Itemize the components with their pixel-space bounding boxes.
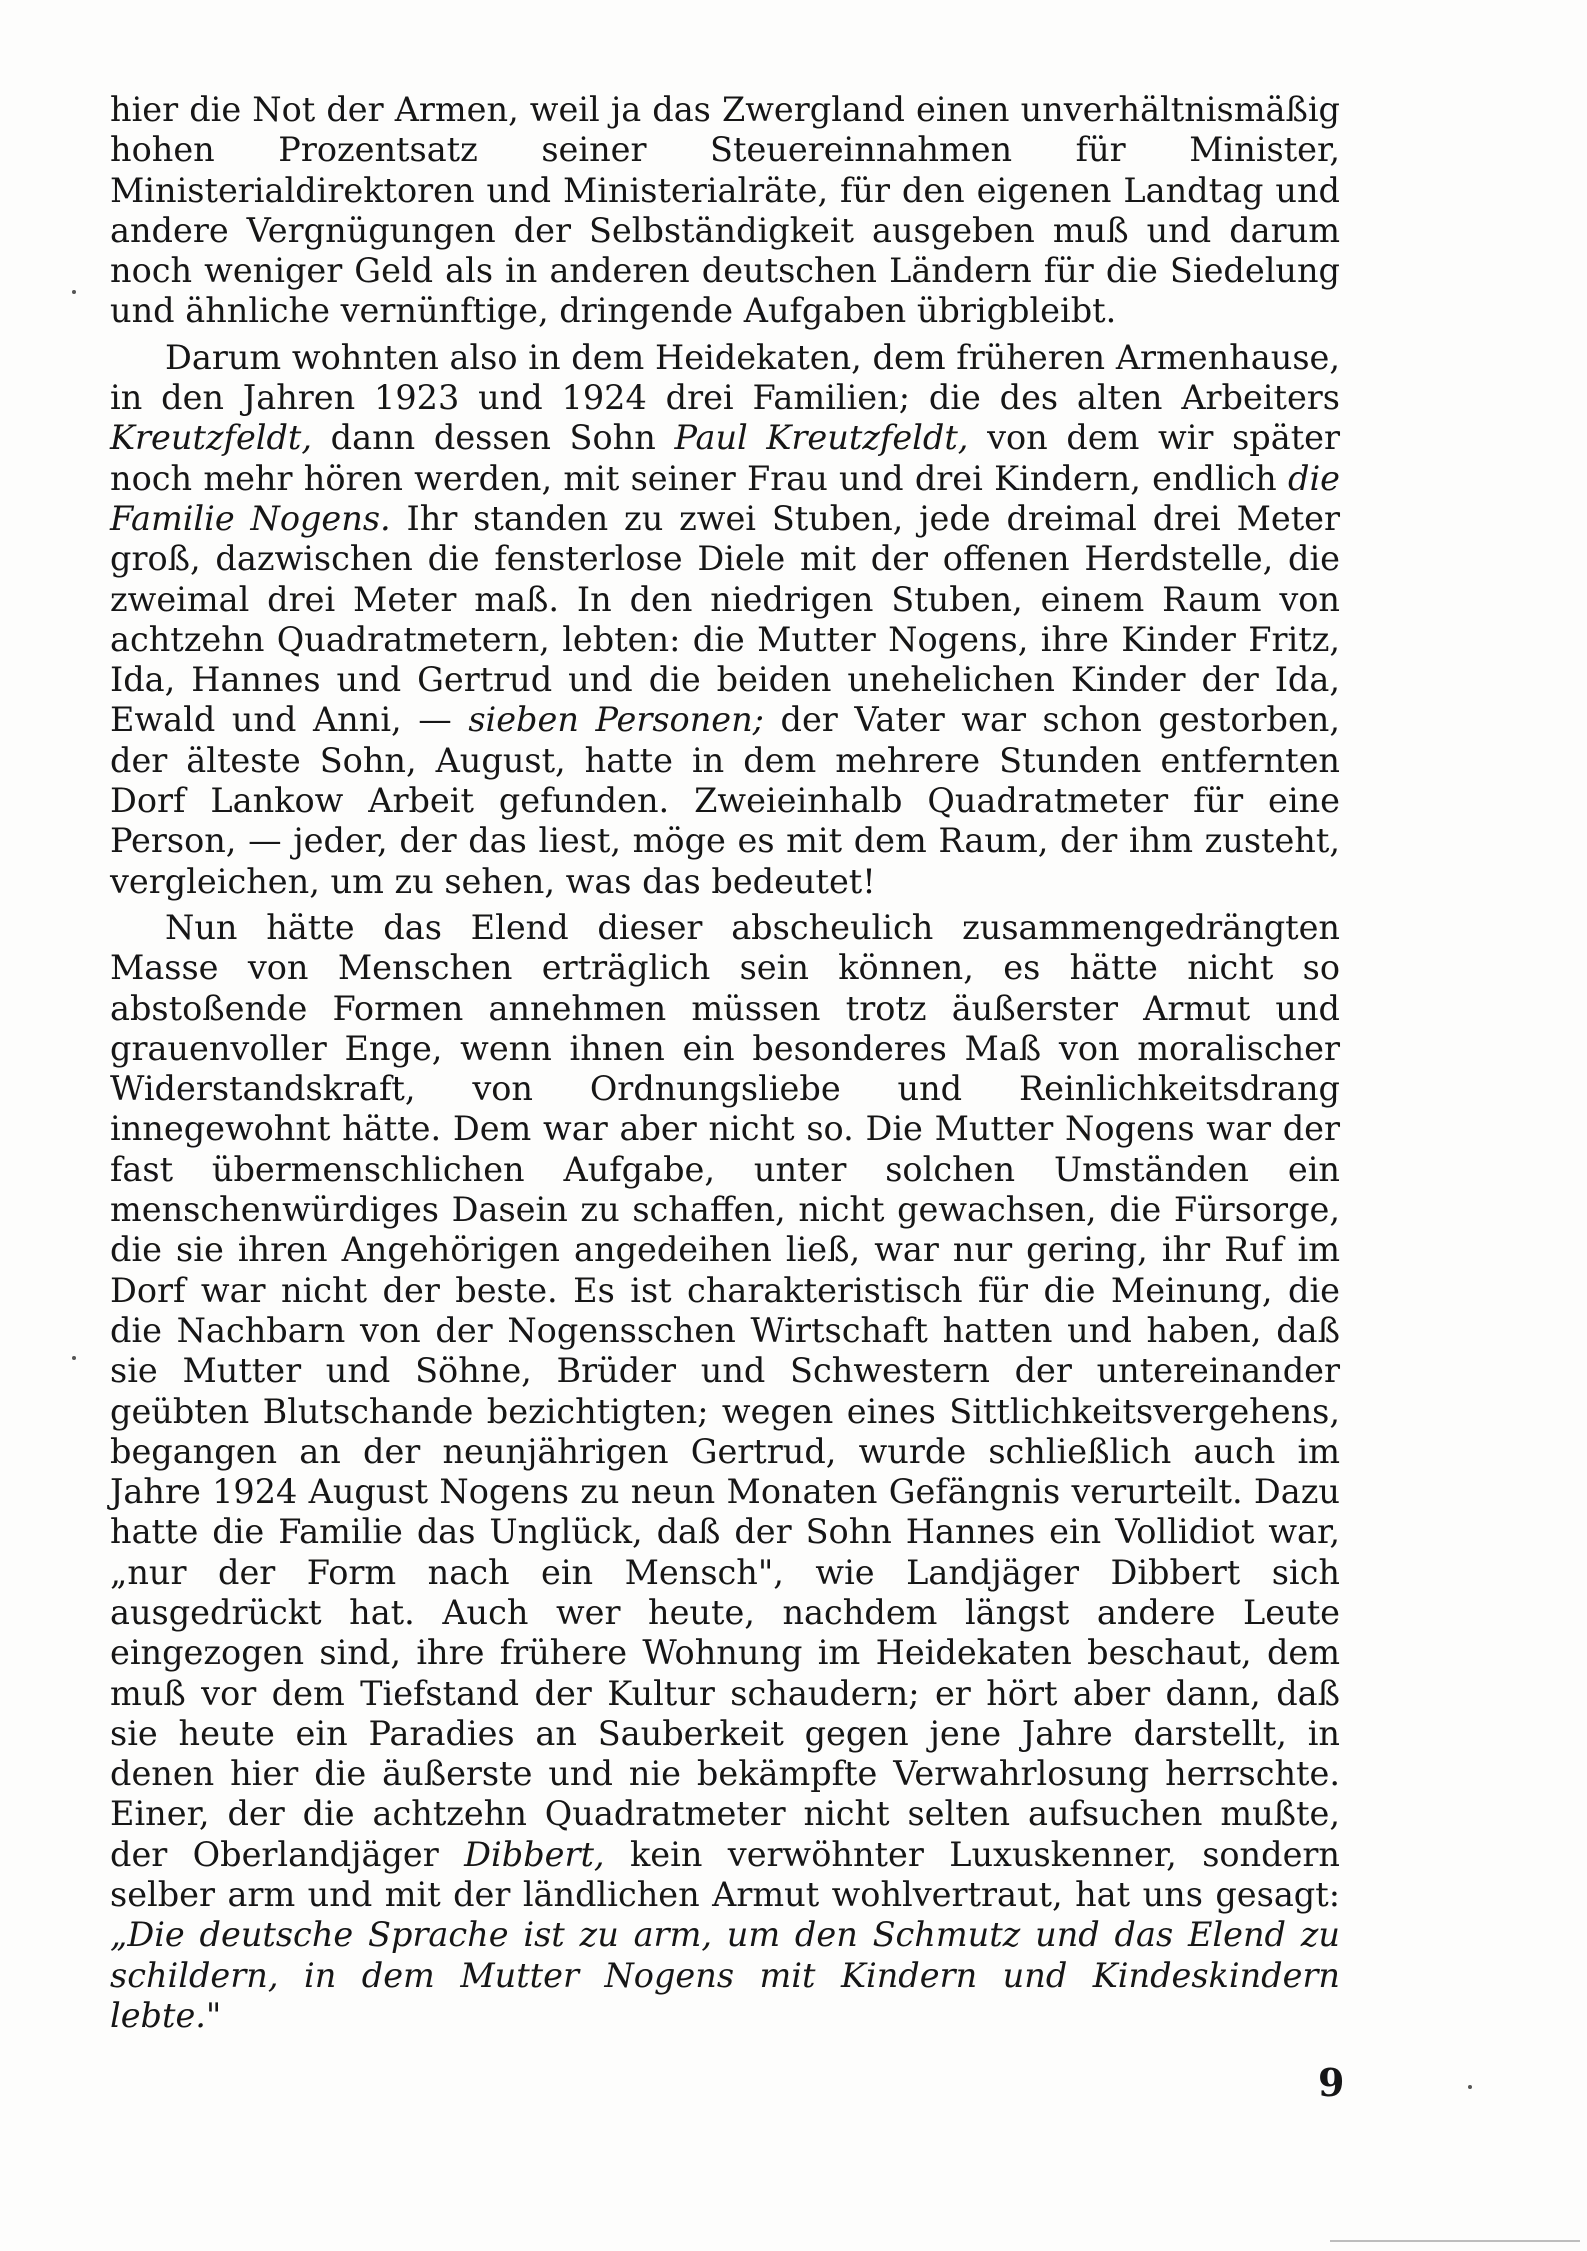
text-run: dann dessen Sohn [312, 418, 675, 458]
text-run: von dem wir später noch mehr hören werden, mit seiner Frau und drei Kindern, endlich [110, 418, 1340, 498]
text-run: Nun hätte das Elend dieser abscheulich zusammengedrängten Masse von Menschen erträglich sein können, es hätte nicht so abstoßende Formen annehmen müssen trotz äußerster Armut und grauenvoller Enge, wenn ihnen ein besonderes Maß von moralischer Widerstandskraft, von Ordnungsliebe und Reinlichkeitsdrang innegewohnt hätte. Dem war aber nicht so. Die Mutter Nogens war der fast übermenschlichen Aufgabe, unter solchen Umständen ein menschenwürdiges Dasein zu schaffen, nicht gewachsen, die Fürsorge, die sie ihren Angehörigen angedeihen ließ, war nur gering, ihr Ruf im Dorf war nicht der beste. Es ist charakteristisch für die Meinung, die die Nachbarn von der Nogensschen Wirtschaft hatten und haben, daß sie Mutter und Söhne, Brüder und Schwestern der untereinander geübten Blutschande bezichtigten; wegen eines Sittlichkeitsvergehens, begangen an der neunjährigen Gertrud, wurde schließlich auch im Jahre 1924 August Nogens zu neun Monaten Gefängnis verurteilt. Dazu hatte die Familie das Unglück, daß der Sohn Hannes ein Vollidiot war, „nur der Form nach ein Mensch", wie Landjäger Dibbert sich ausgedrückt hat. Auch wer heute, nachdem längst andere Leute eingezogen sind, ihre frühere Wohnung im Heidekaten beschaut, dem muß vor dem Tiefstand der Kultur schaudern; er hört aber dann, daß sie heute ein Paradies an Sauberkeit gegen jene Jahre darstellt, in denen hier die äußerste und nie bekämpfte Verwahrlosung herrschte. Einer, der die achtzehn Quadratmeter nicht selten aufsuchen mußte, der Oberlandjäger [110, 907, 1340, 1874]
italic-run: die Familie Nogens. [110, 458, 1340, 538]
text-run: Darum wohnten also in dem Heidekaten, dem früheren Armenhause, in den Jahren 1923 und 1924 drei Familien; die des alten Arbeiters [110, 337, 1340, 418]
italic-run: Paul Kreutzfeldt, [674, 418, 969, 458]
page-number: 9 [1318, 2060, 1345, 2105]
text-run: Ihr standen zu zwei Stuben, jede dreimal drei Meter groß, dazwischen die fensterlose Diele mit der offenen Herdstelle, die zweimal drei Meter maß. In den niedrigen Stuben, einem Raum von achtzehn Quadratmetern, lebten: die Mutter Nogens, ihre Kinder Fritz, Ida, Hannes und Gertrud und die beiden unehelichen Kinder der Ida, Ewald und Anni, — [110, 498, 1340, 740]
paragraph [110, 908, 1340, 2036]
scan-speck [72, 290, 76, 294]
italic-run: Kreutzfeldt, [110, 418, 313, 458]
body-text [110, 90, 1340, 2042]
italic-run: „Die deutsche Sprache ist zu arm, um den Schmutz und das Elend zu schildern, in dem Mutter Nogens mit Kindern und Kindeskindern lebte." [110, 1915, 1340, 2035]
text-run: kein verwöhnter Luxuskenner, sondern selber arm und mit der ländlichen Armut wohlvertraut, hat uns gesagt: [110, 1834, 1340, 1915]
scan-edge [1330, 2240, 1580, 2242]
italic-run: sieben Personen; [468, 700, 764, 740]
scan-speck [72, 1356, 76, 1360]
scan-speck [1468, 2085, 1472, 2089]
paragraph [110, 90, 1340, 332]
paragraph [110, 338, 1340, 902]
italic-run: Dibbert, [464, 1834, 605, 1874]
text-run: der Vater war schon gestorben, der älteste Sohn, August, hatte in dem mehrere Stunden entfernten Dorf Lankow Arbeit gefunden. Zweieinhalb Quadratmeter für eine Person, — jeder, der das liest, möge es mit dem Raum, der ihm zusteht, vergleichen, um zu sehen, was das bedeutet! [110, 700, 1340, 901]
text-run: hier die Not der Armen, weil ja das Zwergland einen unverhältnismäßig hohen Prozentsatz seiner Steuereinnahmen für Minister, Ministerialdirektoren und Ministerialräte, für den eigenen Landtag und andere Vergnügungen der Selbständigkeit ausgeben muß und darum noch weniger Geld als in anderen deutschen Ländern für die Siedelung und ähnliche vernünftige, dringende Aufgaben übrigbleibt. [110, 90, 1340, 331]
